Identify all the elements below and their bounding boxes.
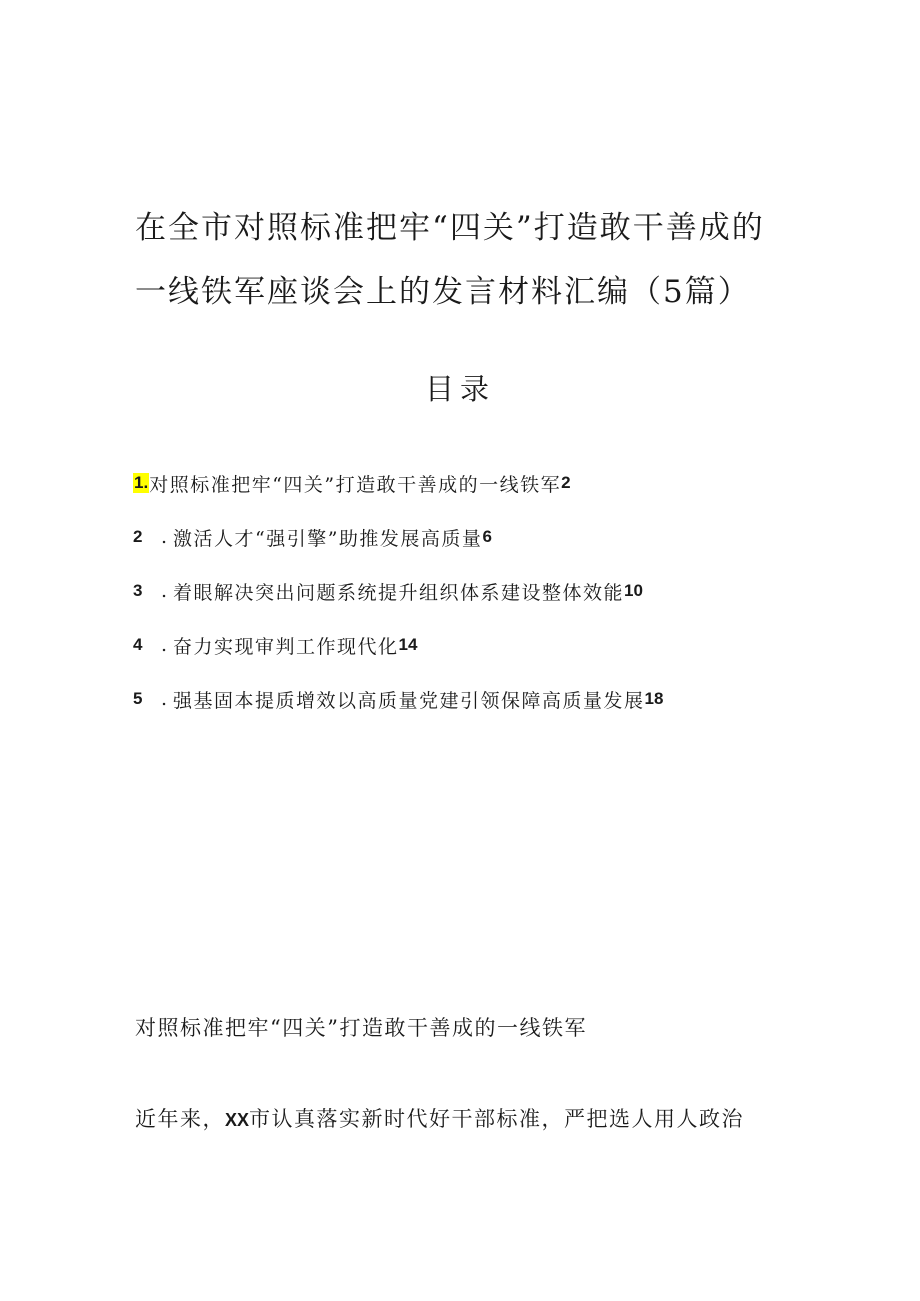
toc-dot: . xyxy=(161,580,169,602)
toc-page-number: 6 xyxy=(482,527,492,546)
toc-number: 2 xyxy=(133,527,143,546)
toc-page-number: 2 xyxy=(561,473,571,492)
title-line-2: 一线铁军座谈会上的发言材料汇编（5篇） xyxy=(135,274,751,310)
toc-item-2[interactable] xyxy=(133,510,893,564)
section-heading: 对照标准把牢“四关”打造敢干善成的一线铁军 xyxy=(135,1016,587,1040)
toc-text: 激活人才“强引擎”助推发展高质量 xyxy=(173,527,483,550)
toc-dot: . xyxy=(161,634,169,656)
table-of-contents xyxy=(133,456,893,726)
toc-dot: . xyxy=(161,688,169,710)
toc-number: 1. xyxy=(134,473,149,492)
toc-page-number: 10 xyxy=(624,581,643,600)
toc-text: 奋力实现审判工作现代化 xyxy=(173,635,399,658)
body-paragraph xyxy=(135,1103,744,1133)
toc-item-1[interactable] xyxy=(133,456,893,510)
toc-number: 5 xyxy=(133,689,143,708)
toc-item-5[interactable] xyxy=(133,672,893,726)
toc-page-number: 18 xyxy=(644,689,664,708)
toc-item-3[interactable] xyxy=(133,564,893,618)
toc-page-number: 14 xyxy=(398,635,418,654)
toc-number: 3 xyxy=(133,581,143,600)
toc-heading: 目录 xyxy=(424,372,495,406)
toc-text: 强基固本提质增效以高质量党建引领保障高质量发展 xyxy=(173,689,645,712)
toc-item-4[interactable] xyxy=(133,618,893,672)
title-line-1: 在全市对照标准把牢“四关”打造敢干善成的 xyxy=(135,210,765,246)
body-rest: 市认真落实新时代好干部标准，严把选人用人政治 xyxy=(249,1107,745,1131)
toc-dot: . xyxy=(161,526,169,548)
toc-text: 对照标准把牢“四关”打造敢干善成的一线铁军 xyxy=(149,473,562,496)
toc-text: 着眼解决突出问题系统提升组织体系建设整体效能 xyxy=(173,581,625,604)
body-placeholder-xx: XX xyxy=(225,1110,250,1130)
document-title xyxy=(135,196,825,324)
body-prefix: 近年来， xyxy=(135,1107,225,1131)
toc-number: 4 xyxy=(133,635,143,654)
